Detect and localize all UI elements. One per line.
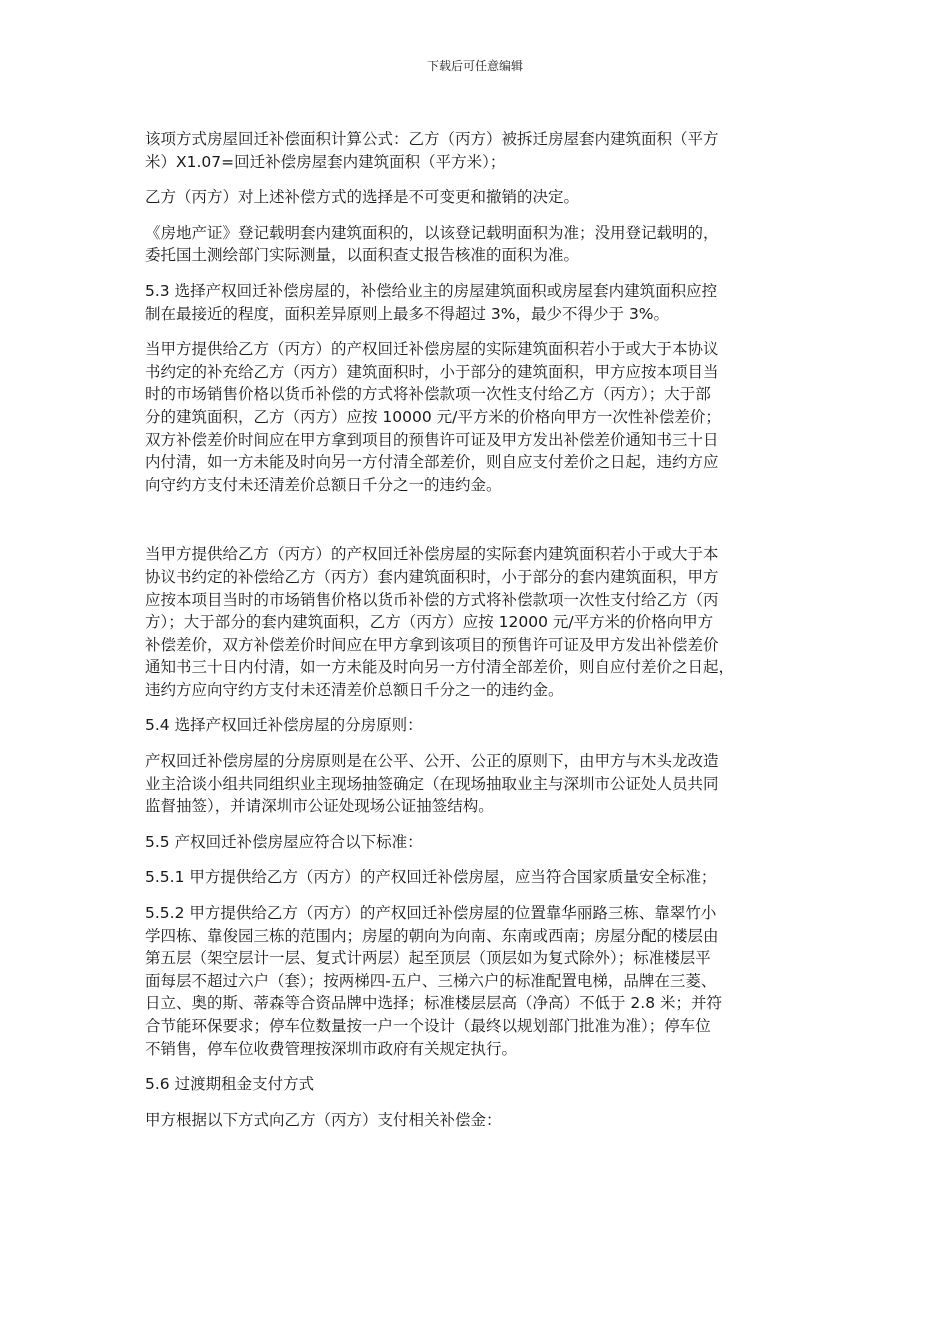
paragraph-property-certificate: 《房地产证》登记载明套内建筑面积的，以该登记载明面积为准；没用登记载明的， 委托国土测绘部门实际测量，以面积查丈报告核准的面积为准。 xyxy=(145,223,719,265)
blank-spacer xyxy=(145,509,803,543)
paragraph-compensation-method: 甲方根据以下方式向乙方（丙方）支付相关补偿金： xyxy=(145,1110,502,1129)
paragraph-section-5-5: 5.5 产权回迁补偿房屋应符合以下标准： xyxy=(145,832,423,851)
paragraph-area-formula: 该项方式房屋回迁补偿面积计算公式：乙方（丙方）被拆迁房屋套内建筑面积（平方 米）X1.07=回迁补偿房屋套内建筑面积（平方米）； xyxy=(145,130,719,171)
document-body xyxy=(145,128,803,1144)
paragraph-section-5-4: 5.4 选择产权回迁补偿房屋的分房原则： xyxy=(145,716,423,735)
paragraph-inner-area-difference: 当甲方提供给乙方（丙方）的产权回迁补偿房屋的实际套内建筑面积若小于或大于本 协议书约定的补偿给乙方（丙方）套内建筑面积时，小于部分的套内建筑面积，甲方 应按本项目当时的市场销售价格以货币补偿的方式将补偿款项一次性支付给乙方（丙 方）；大于部分的套内建筑面积，乙方（丙方）应按 12000 元/平方米的价格向甲方 补偿差价，双方补偿差价时间应在甲方拿到该项目的预售许可证及甲方发出补偿差价 通知书三十日内付清，如一方未能及时向另一方付清全部差价，则自应付差价之日起， 违约方应向守约方支付未还清差价总额日千分之一的违约金。 xyxy=(145,545,735,699)
paragraph-allocation-principle: 产权回迁补偿房屋的分房原则是在公平、公开、公正的原则下，由甲方与木头龙改造 业主洽谈小组共同组织业主现场抽签确定（在现场抽取业主与深圳市公证处人员共同 监督抽签），并请深圳市公证处现场公证抽签结构。 xyxy=(145,752,719,816)
paragraph-section-5-5-1: 5.5.1 甲方提供给乙方（丙方）的产权回迁补偿房屋，应当符合国家质量安全标准； xyxy=(145,868,717,887)
page-header: 下载后可任意编辑 xyxy=(426,59,523,73)
paragraph-section-5-6: 5.6 过渡期租金支付方式 xyxy=(145,1075,315,1094)
paragraph-choice-irrevocable: 乙方（丙方）对上述补偿方式的选择是不可变更和撤销的决定。 xyxy=(145,188,580,207)
paragraph-section-5-5-2: 5.5.2 甲方提供给乙方（丙方）的产权回迁补偿房屋的位置靠华丽路三栋、靠翠竹小 学四栋、靠俊园三栋的范围内；房屋的朝向为向南、东南或西南；房屋分配的楼层由 第五层（架空层计一层、复式计两层）起至顶层（顶层如为复式除外）；标准楼层平 面每层不超过六户（套）；按两梯四-五户、三梯六户的标准配置电梯，品牌在三菱、 日立、奥的斯、蒂森等合资品牌中选择；标准楼层层高（净高）不低于 2.8 米；并符 合节能环保要求；停车位数量按一户一个设计（最终以规划部门批准为准）；停车位 不销售，停车位收费管理按深圳市政府有关规定执行。 xyxy=(145,904,723,1058)
paragraph-section-5-3: 5.3 选择产权回迁补偿房屋的，补偿给业主的房屋建筑面积或房屋套内建筑面积应控 制在最接近的程度，面积差异原则上最多不得超过 3%，最少不得少于 3%。 xyxy=(145,281,718,323)
paragraph-building-area-difference: 当甲方提供给乙方（丙方）的产权回迁补偿房屋的实际建筑面积若小于或大于本协议 书约定的补充给乙方（丙方）建筑面积时，小于部分的建筑面积，甲方应按本项目当 时的市场销售价格以货币补偿的方式将补偿款项一次性支付给乙方（丙方）；大于部 分的建筑面积，乙方（丙方）应按 10000 元/平方米的价格向甲方一次性补偿差价； 双方补偿差价时间应在甲方拿到项目的预售许可证及甲方发出补偿差价通知书三十日 内付清，如一方未能及时向另一方付清全部差价，则自应支付差价之日起，违约方应 向守约方支付未还清差价总额日千分之一的违约金。 xyxy=(145,340,721,494)
